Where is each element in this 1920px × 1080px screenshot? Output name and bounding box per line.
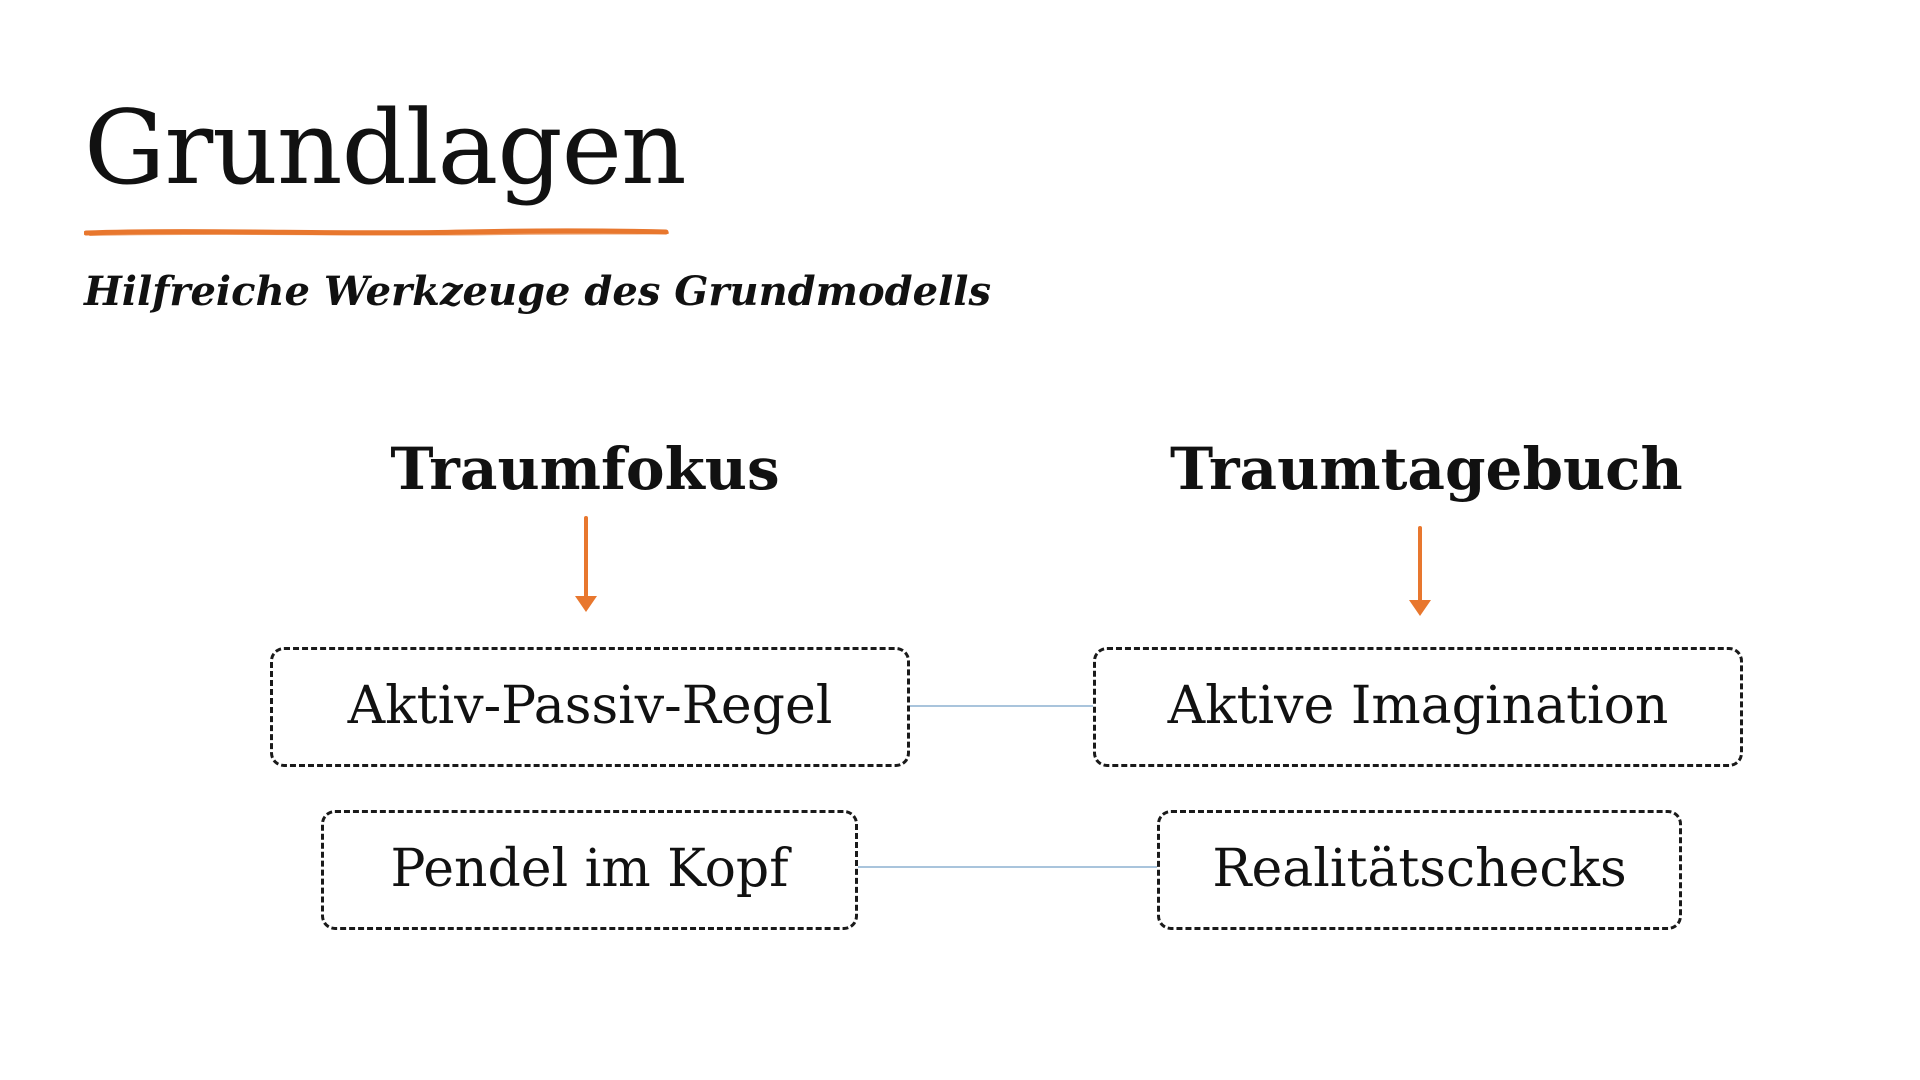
box-label: Realitätschecks xyxy=(1212,839,1627,900)
slide-title: Grundlagen xyxy=(84,89,686,208)
box-label: Aktiv-Passiv-Regel xyxy=(347,676,833,737)
slide-subtitle: Hilfreiche Werkzeuge des Grundmodells xyxy=(84,268,991,315)
box-realitaetschecks xyxy=(1157,810,1682,930)
heading-traumtagebuch: Traumtagebuch xyxy=(1170,435,1683,503)
heading-traumfokus: Traumfokus xyxy=(390,435,780,503)
box-aktive-imagination xyxy=(1093,647,1743,767)
box-aktiv-passiv-regel xyxy=(270,647,910,767)
box-label: Pendel im Kopf xyxy=(390,839,789,900)
box-label: Aktive Imagination xyxy=(1167,676,1669,737)
box-pendel-im-kopf xyxy=(321,810,858,930)
